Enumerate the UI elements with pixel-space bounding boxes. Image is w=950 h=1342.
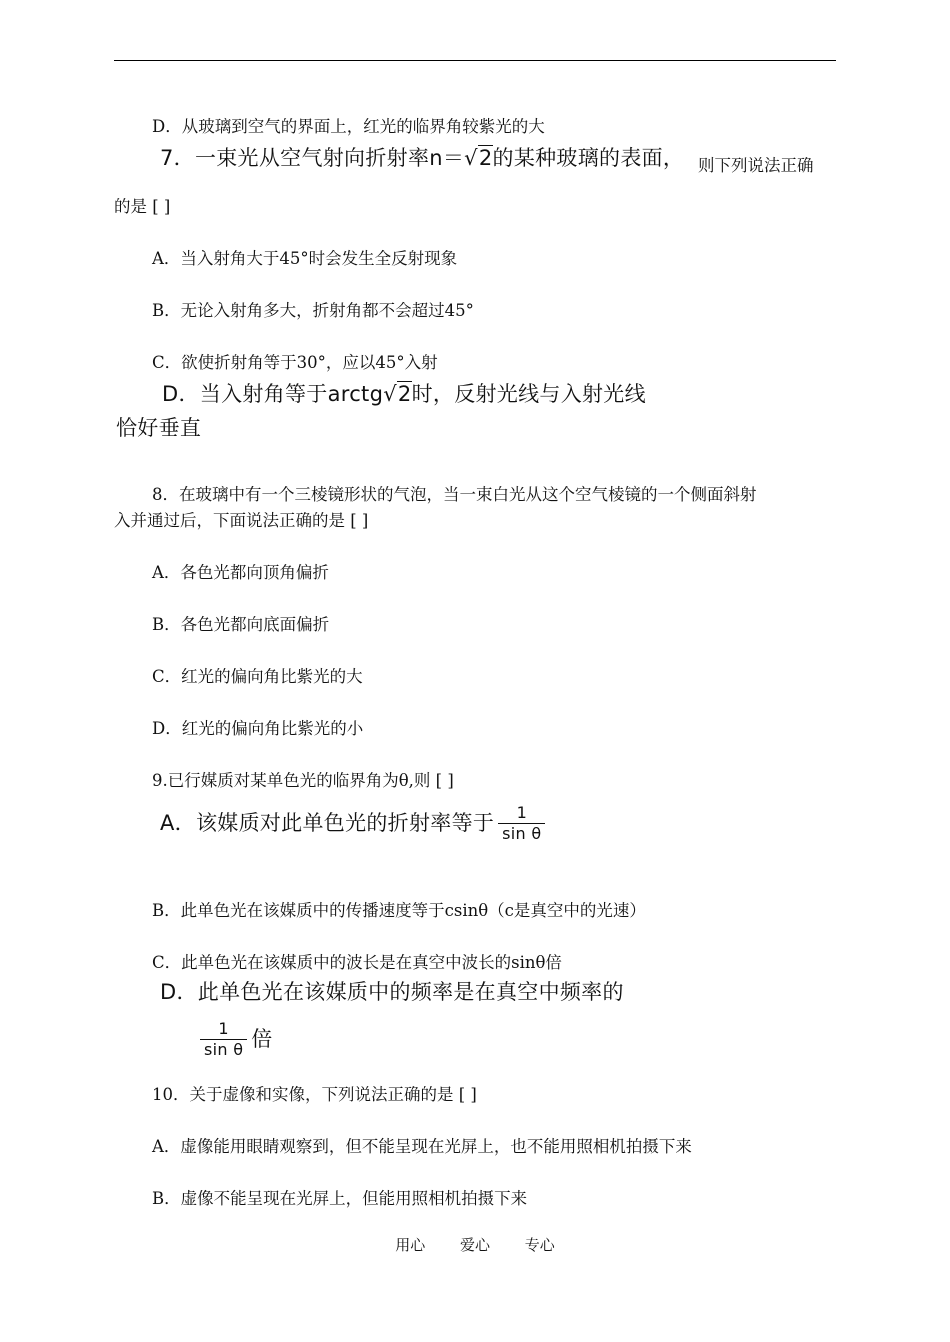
- q8-option-c: C．红光的偏向角比紫光的大: [152, 667, 363, 686]
- q7-stem-suffix: 的某种玻璃的表面，: [492, 146, 685, 170]
- q7-stem-tail: 则下列说法正确: [698, 156, 814, 175]
- q8-option-b: B．各色光都向底面偏折: [152, 615, 330, 634]
- footer-item: 用心: [395, 1236, 426, 1254]
- fraction-denominator: sin θ: [200, 1039, 247, 1060]
- q9-option-c: C．此单色光在该媒质中的波长是在真空中波长的sinθ倍: [152, 953, 562, 972]
- q9-stem: 9.已行媒质对某单色光的临界角为θ,则 [ ]: [152, 771, 454, 790]
- q7-option-d-wrap: 恰好垂直: [116, 416, 202, 440]
- q6-option-d: D．从玻璃到空气的界面上，红光的临界角较紫光的大: [152, 117, 545, 136]
- q9-option-d-fraction-line: [196, 1014, 273, 1064]
- fraction: [200, 1019, 247, 1060]
- fraction-numerator: 1: [218, 1018, 229, 1038]
- q8-option-d: D．红光的偏向角比紫光的小: [152, 719, 364, 738]
- q8-option-a: A．各色光都向顶角偏折: [152, 563, 329, 582]
- fraction-numerator: 1: [516, 802, 528, 822]
- q9-option-d-image: D．此单色光在该媒质中的频率是在真空中频率的: [160, 980, 624, 1004]
- q7-option-d-suffix: 时，反射光线与入射光线: [411, 382, 646, 406]
- q8-stem-line1: 8．在玻璃中有一个三棱镜形状的气泡，当一束白光从这个空气棱镜的一个侧面斜射: [152, 485, 757, 504]
- footer-item: 爱心: [459, 1236, 490, 1254]
- q8-stem-line2: 入并通过后，下面说法正确的是 [ ]: [114, 511, 369, 530]
- q7-stem-image: [160, 144, 684, 172]
- q9-option-d-suffix: 倍: [251, 1027, 273, 1051]
- header-rule: [114, 60, 836, 61]
- fraction: [498, 803, 545, 844]
- q10-stem: 10．关于虚像和实像，下列说法正确的是 [ ]: [152, 1085, 477, 1104]
- q9-option-b: B．此单色光在该媒质中的传播速度等于csinθ（c是真空中的光速）: [152, 901, 646, 920]
- sqrt-symbol: √2: [464, 146, 493, 170]
- page-footer: [0, 1234, 950, 1255]
- q7-option-c: C．欲使折射角等于30°，应以45°入射: [152, 353, 438, 372]
- q7-option-b: B．无论入射角多大，折射角都不会超过45°: [152, 301, 474, 320]
- q7-option-a: A．当入射角大于45°时会发生全反射现象: [152, 249, 458, 268]
- q9-option-a-image: [160, 798, 549, 848]
- q10-option-b: B．虚像不能呈现在光屏上，但能用照相机拍摄下来: [152, 1189, 528, 1208]
- q7-stem-prefix: 7．一束光从空气射向折射率n＝: [160, 146, 465, 170]
- q7-stem-wrap: 的是 [ ]: [114, 197, 171, 216]
- sqrt-symbol: √2: [383, 382, 412, 406]
- q7-option-d-prefix: D．当入射角等于arctg: [162, 382, 384, 406]
- q9-option-a-text: A．该媒质对此单色光的折射率等于: [160, 811, 495, 835]
- fraction-denominator: sin θ: [498, 823, 545, 844]
- footer-item: 专心: [524, 1236, 555, 1254]
- q10-option-a: A．虚像能用眼睛观察到，但不能呈现在光屏上，也不能用照相机拍摄下来: [152, 1137, 692, 1156]
- q7-option-d-image: [162, 380, 646, 408]
